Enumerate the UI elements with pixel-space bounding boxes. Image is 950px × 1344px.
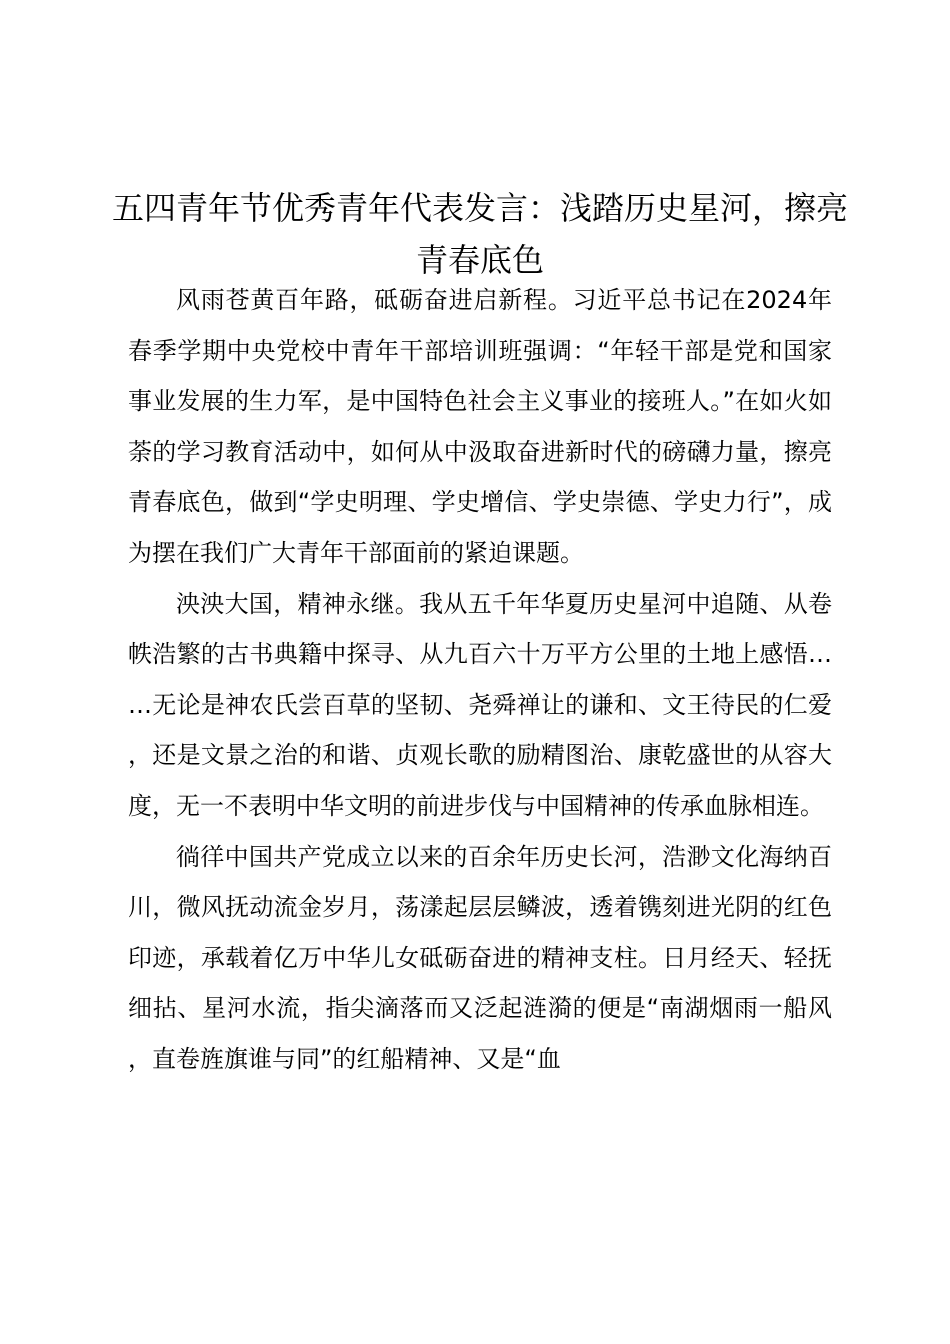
paragraph-1: 风雨苍黄百年路，砥砺奋进启新程。习近平总书记在2024年春季学期中央党校中青年干部培训班强调：“年轻干部是党和国家事业发展的生力军，是中国特色社会主义事业的接班人。”在如火如荼的学习教育活动中，如何从中汲取奋进新时代的磅礴力量，擦亮青春底色，做到“学史明理、学史增信、学史崇德、学史力行”，成为摆在我们广大青年干部面前的紧迫课题。 <box>128 286 832 567</box>
document-body <box>128 275 832 1085</box>
paragraph-2: 泱泱大国，精神永继。我从五千年华夏历史星河中追随、从卷帙浩繁的古书典籍中探寻、从九百六十万平方公里的土地上感悟……无论是神农氏尝百草的坚韧、尧舜禅让的谦和、文王待民的仁爱，还是文景之治的和谐、贞观长歌的励精图治、康乾盛世的从容大度，无一不表明中华文明的前进步伐与中国精神的传承血脉相连。 <box>128 589 832 820</box>
paragraph-3: 徜徉中国共产党成立以来的百余年历史长河，浩渺文化海纳百川，微风抚动流金岁月，荡漾起层层鳞波，透着镌刻进光阴的红色印迹，承载着亿万中华儿女砥砺奋进的精神支柱。日月经天、轻抚细拈、星河水流，指尖滴落而又泛起涟漪的便是“南湖烟雨一船风，直卷旌旗谁与同”的红船精神、又是“血 <box>128 842 832 1073</box>
document-title: 五四青年节优秀青年代表发言：浅踏历史星河，擦亮青春底色 <box>111 189 848 279</box>
